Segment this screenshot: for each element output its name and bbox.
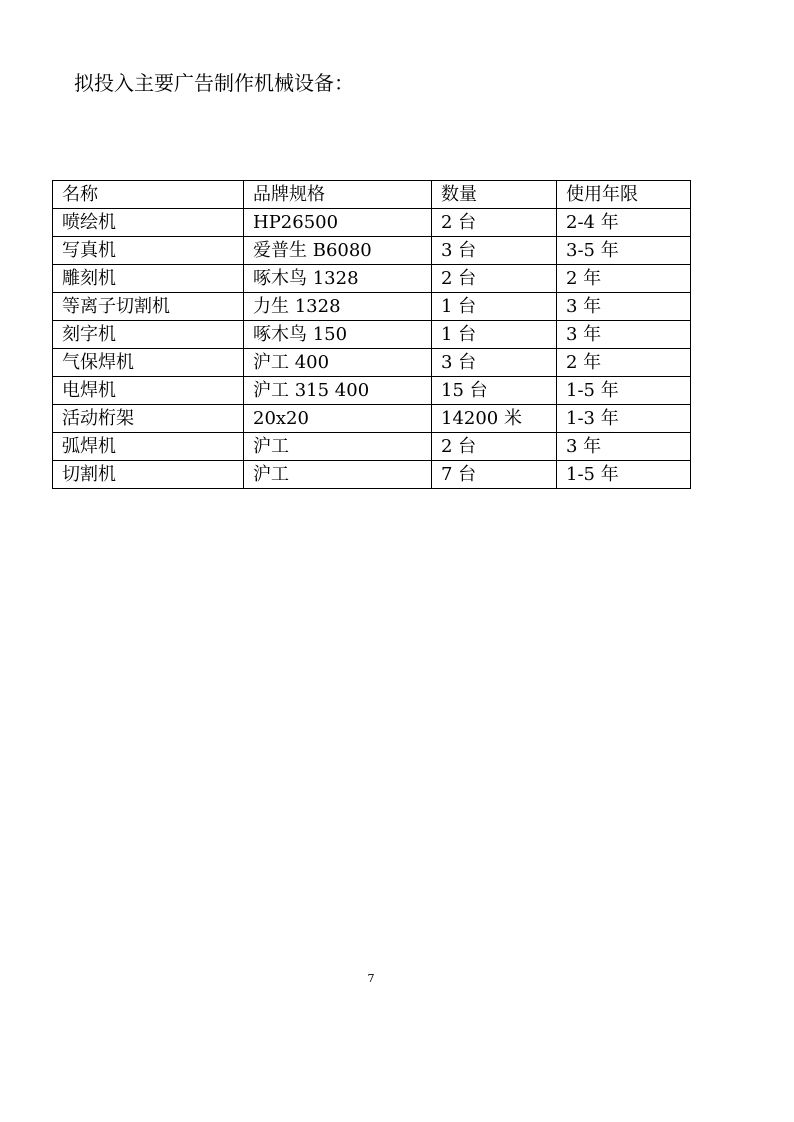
cell-brand-spec: 沪工: [244, 461, 432, 489]
cell-quantity: 15 台: [432, 377, 557, 405]
header-quantity: 数量: [432, 181, 557, 209]
header-service-life: 使用年限: [557, 181, 691, 209]
table-row: [53, 405, 691, 433]
table-row: [53, 377, 691, 405]
table-row: [53, 293, 691, 321]
cell-name: 气保焊机: [53, 349, 244, 377]
table-header-row: [53, 181, 691, 209]
header-brand-spec: 品牌规格: [244, 181, 432, 209]
cell-service-life: 3 年: [557, 293, 691, 321]
cell-quantity: 1 台: [432, 293, 557, 321]
cell-name: 等离子切割机: [53, 293, 244, 321]
table-row: [53, 349, 691, 377]
cell-service-life: 2 年: [557, 349, 691, 377]
cell-quantity: 2 台: [432, 209, 557, 237]
table-row: [53, 321, 691, 349]
cell-service-life: 3-5 年: [557, 237, 691, 265]
table-row: [53, 237, 691, 265]
cell-service-life: 3 年: [557, 433, 691, 461]
cell-service-life: 2-4 年: [557, 209, 691, 237]
cell-quantity: 2 台: [432, 433, 557, 461]
page-title: 拟投入主要广告制作机械设备：: [74, 71, 354, 95]
cell-quantity: 3 台: [432, 237, 557, 265]
table-row: [53, 209, 691, 237]
cell-brand-spec: 沪工 400: [244, 349, 432, 377]
cell-name: 刻字机: [53, 321, 244, 349]
cell-name: 雕刻机: [53, 265, 244, 293]
header-name: 名称: [53, 181, 244, 209]
cell-quantity: 7 台: [432, 461, 557, 489]
cell-service-life: 2 年: [557, 265, 691, 293]
equipment-table: [52, 180, 691, 489]
cell-brand-spec: 啄木鸟 1328: [244, 265, 432, 293]
cell-brand-spec: 爱普生 B6080: [244, 237, 432, 265]
cell-name: 喷绘机: [53, 209, 244, 237]
cell-brand-spec: 力生 1328: [244, 293, 432, 321]
cell-quantity: 14200 米: [432, 405, 557, 433]
cell-name: 写真机: [53, 237, 244, 265]
cell-name: 弧焊机: [53, 433, 244, 461]
cell-brand-spec: 啄木鸟 150: [244, 321, 432, 349]
cell-name: 电焊机: [53, 377, 244, 405]
table-row: [53, 461, 691, 489]
cell-name: 切割机: [53, 461, 244, 489]
cell-quantity: 1 台: [432, 321, 557, 349]
cell-service-life: 3 年: [557, 321, 691, 349]
table-row: [53, 433, 691, 461]
cell-brand-spec: 沪工 315 400: [244, 377, 432, 405]
cell-service-life: 1-5 年: [557, 377, 691, 405]
table-row: [53, 265, 691, 293]
cell-quantity: 2 台: [432, 265, 557, 293]
cell-service-life: 1-5 年: [557, 461, 691, 489]
cell-brand-spec: 20x20: [244, 405, 432, 433]
page-number: 7: [367, 972, 375, 985]
cell-brand-spec: 沪工: [244, 433, 432, 461]
cell-brand-spec: HP26500: [244, 209, 432, 237]
cell-name: 活动桁架: [53, 405, 244, 433]
cell-service-life: 1-3 年: [557, 405, 691, 433]
cell-quantity: 3 台: [432, 349, 557, 377]
